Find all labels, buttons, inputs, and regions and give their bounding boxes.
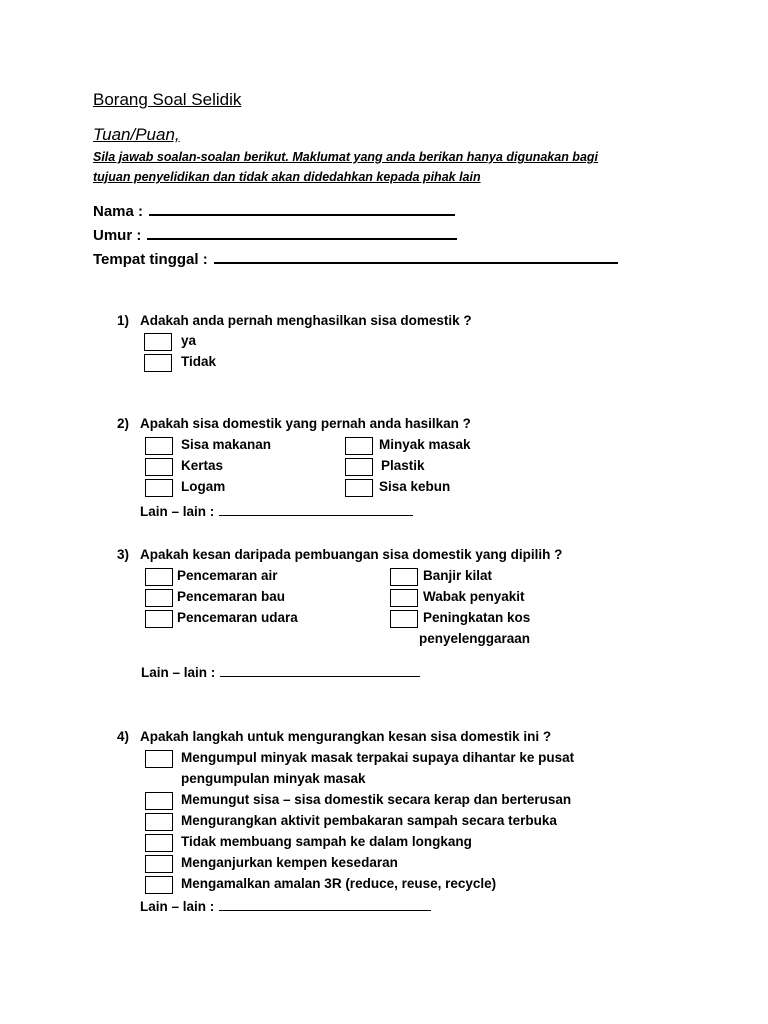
salutation: Tuan/Puan, [93,125,180,144]
name-blank[interactable] [149,200,455,216]
q3-option-penyelenggaraan: penyelenggaraan [419,631,531,646]
address-blank[interactable] [214,248,618,264]
q3-checkbox-pencemaran-bau[interactable] [145,589,173,607]
q2-option-sisa-makanan: Sisa makanan [181,437,272,452]
q3-other-blank[interactable] [220,664,420,677]
q3-option-peningkatan-kos: Peningkatan kos [423,610,531,625]
q4-checkbox-3[interactable] [145,813,173,831]
q4-option-2: Memungut sisa – sisa domestik secara kerap dan berterusan [181,792,572,807]
q2-other-label: Lain – lain : [140,504,215,519]
q1-checkbox-ya[interactable] [144,333,172,351]
q3-checkbox-banjir-kilat[interactable] [390,568,418,586]
instruction-line-2: tujuan penyelidikan dan tidak akan didedahkan kepada pihak lain [93,170,481,184]
q3-option-pencemaran-air: Pencemaran air [177,568,278,583]
q2-checkbox-logam[interactable] [145,479,173,497]
q3-option-banjir-kilat: Banjir kilat [423,568,493,583]
q4-option-5: Menganjurkan kempen kesedaran [181,855,398,870]
age-label: Umur : [93,227,142,244]
q2-checkbox-minyak-masak[interactable] [345,437,373,455]
q3-other-field [141,664,420,680]
q4-checkbox-5[interactable] [145,855,173,873]
instruction-line-1: Sila jawab soalan-soalan berikut. Maklumat yang anda berikan hanya digunakan bagi [93,150,599,164]
q2-option-kertas: Kertas [181,458,224,473]
address-field [93,248,618,268]
q2-other-field [140,503,413,519]
q4-option-1: Mengumpul minyak masak terpakai supaya dihantar ke pusat [181,750,575,765]
q2-checkbox-kertas[interactable] [145,458,173,476]
q1-number: 1) [117,313,130,328]
q3-option-pencemaran-bau: Pencemaran bau [177,589,286,604]
q2-option-sisa-kebun: Sisa kebun [379,479,451,494]
q2-option-logam: Logam [181,479,226,494]
name-label: Nama : [93,203,144,220]
q4-option-4: Tidak membuang sampah ke dalam longkang [181,834,472,849]
q4-option-3: Mengurangkan aktivit pembakaran sampah secara terbuka [181,813,557,828]
q4-other-blank[interactable] [219,898,431,911]
age-field [93,224,457,244]
q3-other-label: Lain – lain : [141,665,216,680]
q2-checkbox-sisa-makanan[interactable] [145,437,173,455]
form-title: Borang Soal Selidik [93,90,242,109]
q4-other-field [140,898,431,914]
q2-option-plastik: Plastik [381,458,425,473]
q4-option-6: Mengamalkan amalan 3R (reduce, reuse, recycle) [181,876,497,891]
q1-text: Adakah anda pernah menghasilkan sisa domestik ? [140,313,472,328]
q2-option-minyak-masak: Minyak masak [379,437,471,452]
q4-checkbox-2[interactable] [145,792,173,810]
age-blank[interactable] [147,224,457,240]
q3-checkbox-pencemaran-udara[interactable] [145,610,173,628]
q4-checkbox-6[interactable] [145,876,173,894]
q4-text: Apakah langkah untuk mengurangkan kesan sisa domestik ini ? [140,729,552,744]
q3-checkbox-pencemaran-air[interactable] [145,568,173,586]
q4-other-label: Lain – lain : [140,899,215,914]
q1-option-tidak: Tidak [181,354,217,369]
q3-option-wabak-penyakit: Wabak penyakit [423,589,525,604]
q1-option-ya: ya [181,333,197,348]
q2-checkbox-sisa-kebun[interactable] [345,479,373,497]
q4-checkbox-1[interactable] [145,750,173,768]
q3-text: Apakah kesan daripada pembuangan sisa domestik yang dipilih ? [140,547,563,562]
name-field [93,200,455,220]
q2-number: 2) [117,416,130,431]
q3-checkbox-wabak-penyakit[interactable] [390,589,418,607]
q4-number: 4) [117,729,130,744]
q2-checkbox-plastik[interactable] [345,458,373,476]
q3-checkbox-peningkatan-kos[interactable] [390,610,418,628]
address-label: Tempat tinggal : [93,251,208,268]
q1-checkbox-tidak[interactable] [144,354,172,372]
q3-option-pencemaran-udara: Pencemaran udara [177,610,298,625]
q2-other-blank[interactable] [219,503,413,516]
q4-option-1-cont: pengumpulan minyak masak [181,771,366,786]
q4-checkbox-4[interactable] [145,834,173,852]
q3-number: 3) [117,547,130,562]
q2-text: Apakah sisa domestik yang pernah anda hasilkan ? [140,416,471,431]
